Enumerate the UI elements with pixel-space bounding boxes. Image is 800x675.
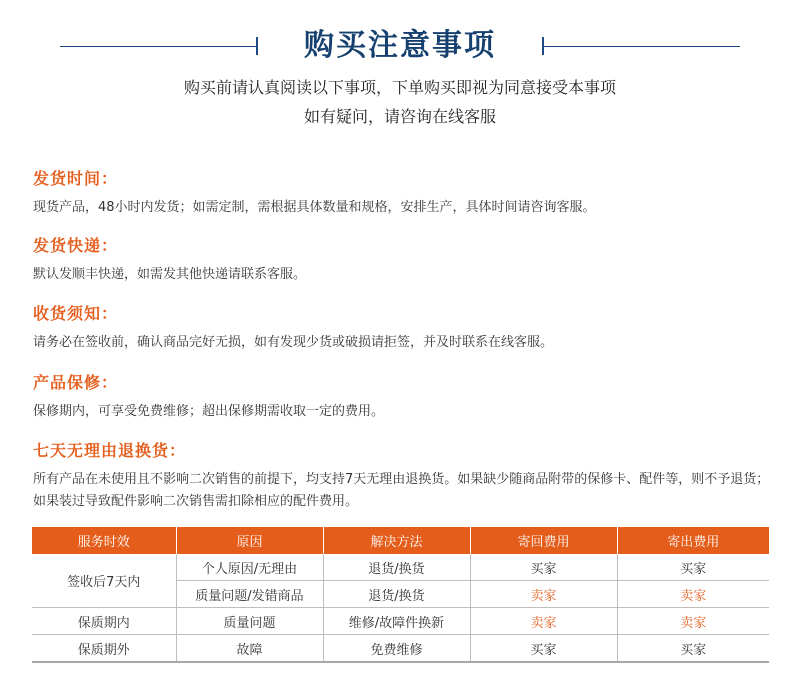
section-seven-day-return [33,438,773,513]
cell-period: 保质期外 [32,635,176,663]
section-warranty [33,370,773,423]
header-line-right [544,46,740,47]
cell-return-fee: 卖家 [470,581,617,608]
header-service-period: 服务时效 [32,527,176,554]
cell-return-fee: 买家 [470,635,617,663]
cell-method: 免费维修 [323,635,470,663]
section-body: 请务必在签收前，确认商品完好无损，如有发现少货或破损请拒签，并及时联系在线客服。 [33,335,554,350]
cell-method: 维修/故障件换新 [323,608,470,635]
intro-line-1: 购买前请认真阅读以下事项，下单购买即视为同意接受本事项 [183,78,616,97]
section-title: 收货须知： [33,304,119,323]
cell-period: 签收后7天内 [32,554,176,608]
header-send-fee: 寄出费用 [617,527,769,554]
section-title: 七天无理由退换货： [33,441,187,460]
section-title: 发货快递： [33,236,119,255]
cell-send-fee: 买家 [617,554,769,581]
header-reason: 原因 [176,527,323,554]
section-body: 所有产品在未使用且不影响二次销售的前提下，均支持7天无理由退换货。如果缺少随商品附带的保修卡、配件等，则不予退货；如果装过导致配件影响二次销售需扣除相应的配件费用。 [33,472,770,509]
table-row [32,554,769,581]
cell-send-fee: 卖家 [617,608,769,635]
intro-line-2: 如有疑问，请咨询在线客服 [303,107,496,126]
cell-method: 退货/换货 [323,581,470,608]
header-solution: 解决方法 [323,527,470,554]
cell-method: 退货/换货 [323,554,470,581]
section-body: 现货产品，48小时内发货；如需定制，需根据具体数量和规格，安排生产，具体时间请咨询客服。 [33,200,596,215]
cell-reason: 质量问题/发错商品 [176,581,323,608]
table-row [32,635,769,663]
cell-reason: 个人原因/无理由 [176,554,323,581]
cell-reason: 质量问题 [176,608,323,635]
page-title: 购买注意事项 [304,28,496,63]
section-courier [33,233,773,286]
cell-return-fee: 买家 [470,554,617,581]
header-return-fee: 寄回费用 [470,527,617,554]
section-body: 默认发顺丰快递，如需发其他快递请联系客服。 [33,267,307,282]
header [0,24,800,74]
cell-period: 保质期内 [32,608,176,635]
cell-reason: 故障 [176,635,323,663]
section-title: 产品保修： [33,373,119,392]
section-shipping-time [33,166,773,219]
cell-send-fee: 卖家 [617,581,769,608]
section-body: 保修期内，可享受免费维修；超出保修期需收取一定的费用。 [33,404,385,419]
cell-return-fee: 卖家 [470,608,617,635]
section-receiving [33,301,773,354]
section-title: 发货时间： [33,169,119,188]
table-row [32,608,769,635]
table-header-row [32,527,769,554]
cell-send-fee: 买家 [617,635,769,663]
service-table [32,527,769,663]
